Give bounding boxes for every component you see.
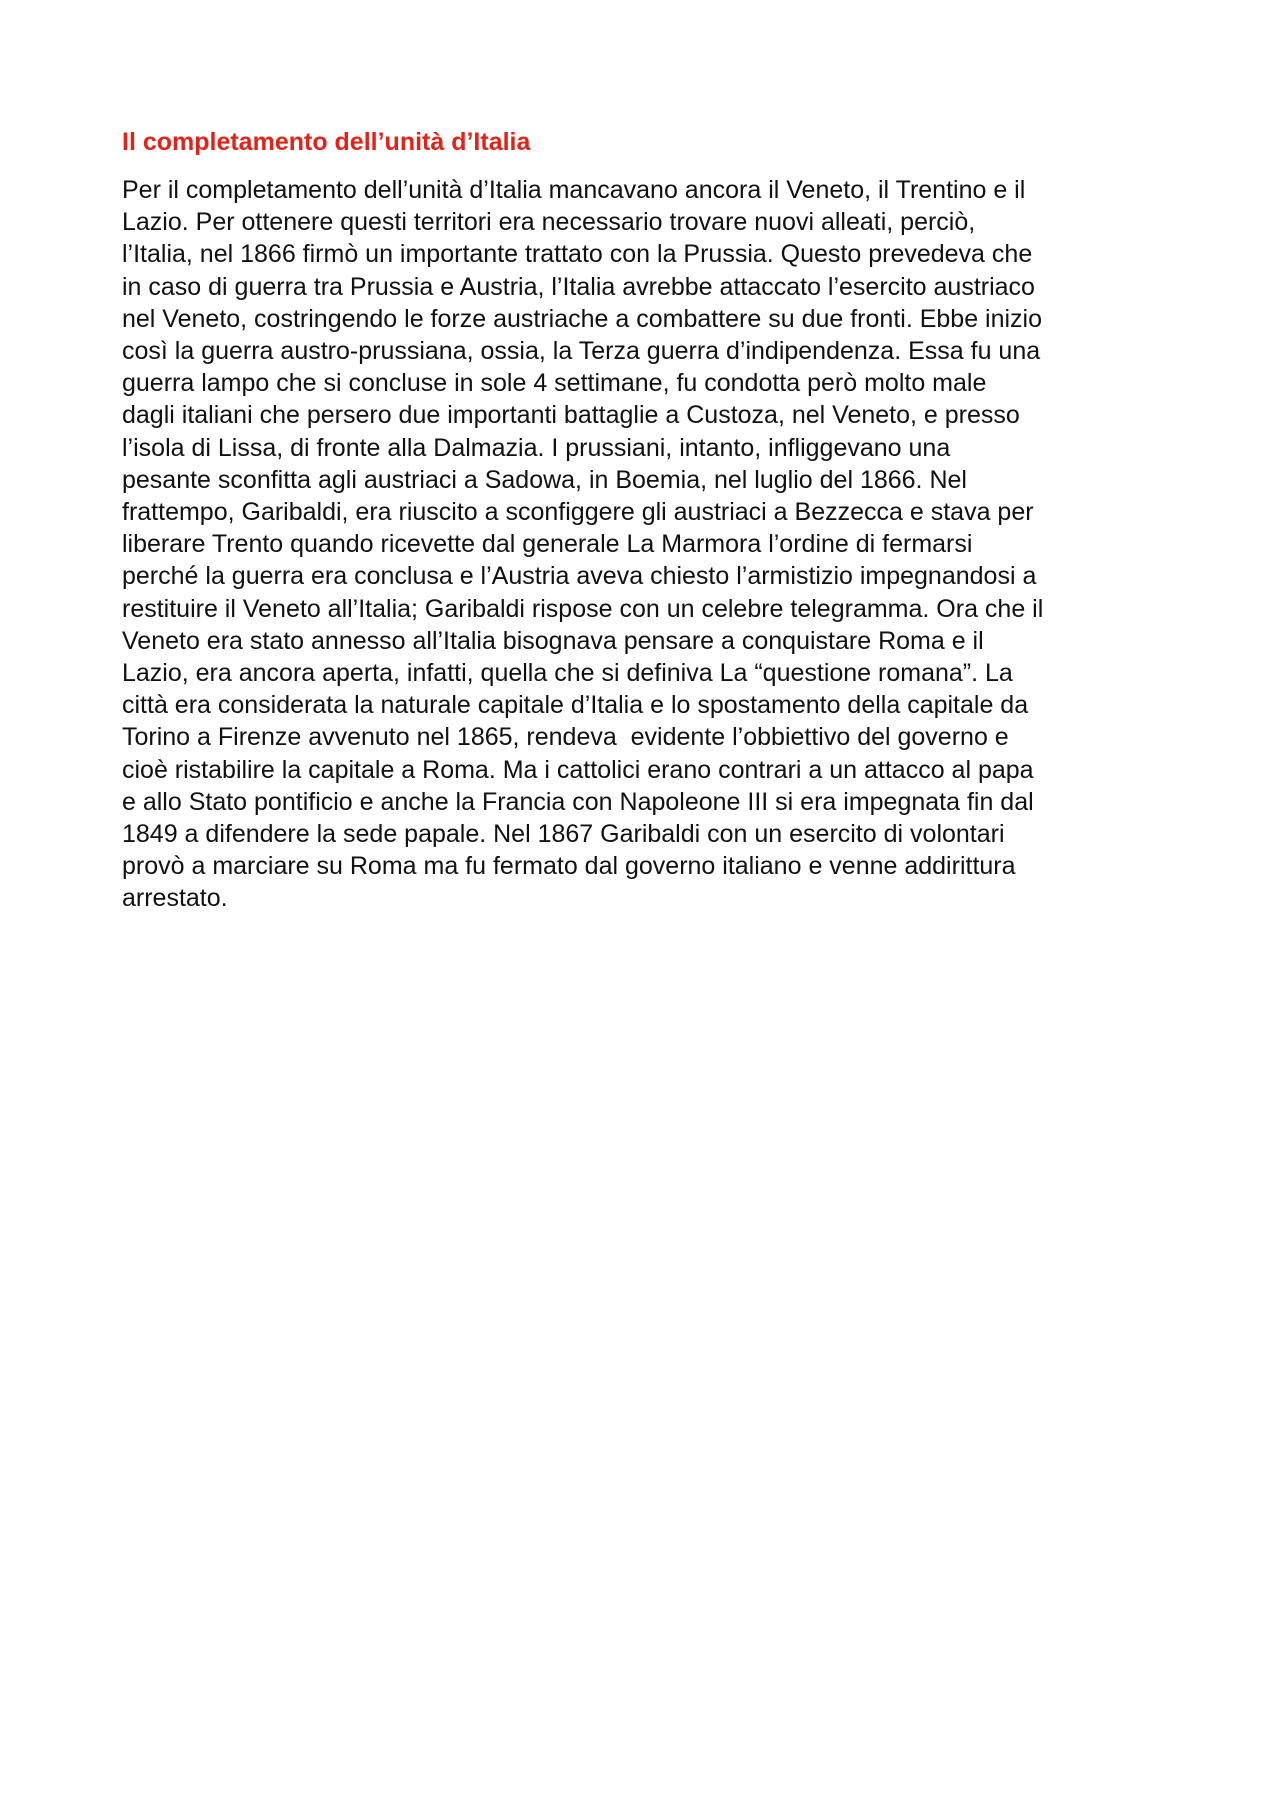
body-line: e allo Stato pontificio e anche la Francia con Napoleone III si era impegnata fin dal [122,787,1034,816]
document-content [122,126,1162,915]
body-line: Veneto era stato annesso all’Italia bisognava pensare a conquistare Roma e il [122,626,984,655]
body-line: città era considerata la naturale capitale d’Italia e lo spostamento della capitale da [122,691,1029,720]
body-line: cioè ristabilire la capitale a Roma. Ma i cattolici erano contrari a un attacco al papa [122,755,1034,784]
body-line: guerra lampo che si concluse in sole 4 settimane, fu condotta però molto male [122,369,987,398]
body-line: provò a marciare su Roma ma fu fermato dal governo italiano e venne addirittura [122,852,1016,881]
body-line: liberare Trento quando ricevette dal generale La Marmora l’ordine di fermarsi [122,530,973,559]
body-line: 1849 a difendere la sede papale. Nel 1867 Garibaldi con un esercito di volontari [122,820,1005,849]
body-line: nel Veneto, costringendo le forze austriache a combattere su due fronti. Ebbe inizio [122,304,1043,333]
body-line: perché la guerra era conclusa e l’Austria aveva chiesto l’armistizio impegnandosi a [122,562,1037,591]
body-line: Lazio. Per ottenere questi territori era necessario trovare nuovi alleati, perciò, [122,208,976,237]
body-line: Lazio, era ancora aperta, infatti, quella che si definiva La “questione romana”. La [122,659,1013,688]
body-line: l’isola di Lissa, di fronte alla Dalmazia. I prussiani, intanto, infliggevano una [122,433,951,462]
body-paragraph [122,174,1162,915]
section-title: Il completamento dell’unità d’Italia [122,128,531,156]
body-line: così la guerra austro-prussiana, ossia, la Terza guerra d’indipendenza. Essa fu una [122,337,1041,366]
body-line: Torino a Firenze avvenuto nel 1865, rendeva evidente l’obbiettivo del governo e [122,723,1009,752]
body-line: pesante sconfitta agli austriaci a Sadowa, in Boemia, nel luglio del 1866. Nel [122,465,967,494]
body-line: Per il completamento dell’unità d’Italia mancavano ancora il Veneto, il Trentino e il [122,176,1026,204]
body-line: l’Italia, nel 1866 firmò un importante trattato con la Prussia. Questo prevedeva che [122,240,1033,269]
body-line: in caso di guerra tra Prussia e Austria, l’Italia avrebbe attaccato l’esercito austriaco [122,272,1035,301]
body-line: arrestato. [122,884,228,913]
body-line: dagli italiani che persero due importanti battaglie a Custoza, nel Veneto, e presso [122,401,1020,430]
body-line: restituire il Veneto all’Italia; Garibaldi rispose con un celebre telegramma. Ora che il [122,594,1044,623]
body-line: frattempo, Garibaldi, era riuscito a sconfiggere gli austriaci a Bezzecca e stava per [122,498,1034,527]
